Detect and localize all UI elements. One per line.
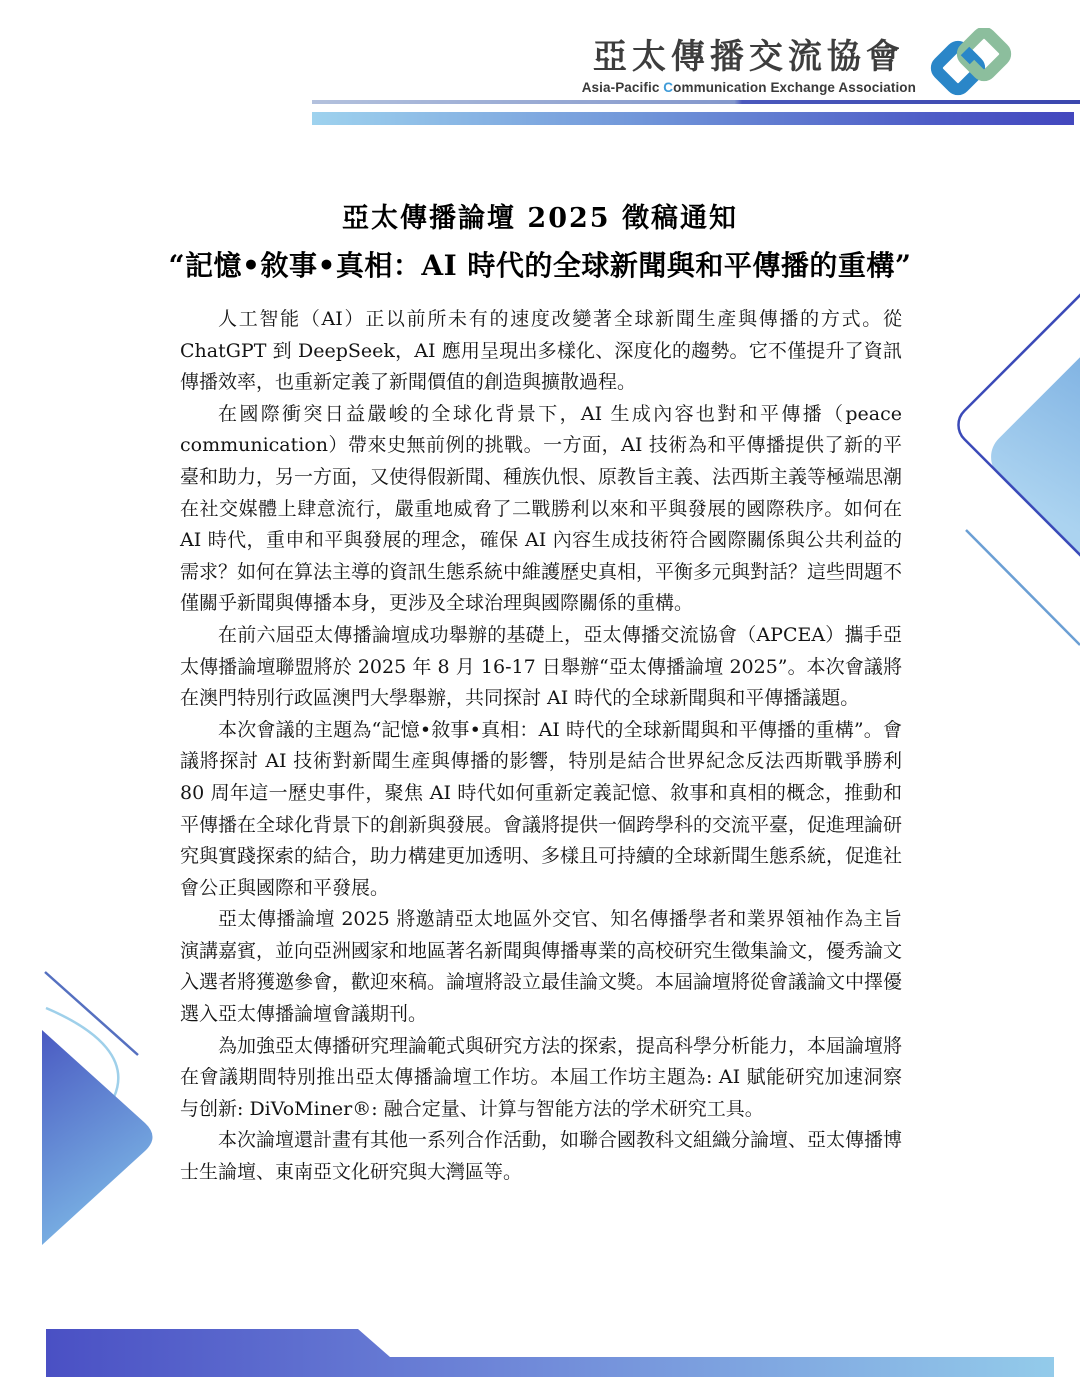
- title-line-1: 亞太傳播論壇 2025 徵稿通知: [342, 203, 738, 234]
- interlocking-links-logo-icon: [924, 28, 1016, 96]
- right-diamond-decoration: [920, 260, 1080, 680]
- top-rule-thin: [312, 100, 1080, 104]
- paragraph-call-for-papers: 亞太傳播論壇 2025 將邀請亞太地區外交官、知名傳播學者和業界領袖作為主旨演講嘉賓，並向亞洲國家和地區著名新聞與傳播專業的高校研究生徵集論文，優秀論文入選者將獲邀參會，歡迎來稿。論壇將設立最佳論文獎。本屆論壇將從會議論文中擇優選入亞太傳播論壇會議期刊。: [180, 908, 903, 1026]
- document-body: [180, 304, 902, 1189]
- org-en-rest: ommunication Exchange Association: [673, 80, 916, 95]
- paragraph-workshop: 為加強亞太傳播研究理論範式與研究方法的探索，提高科學分析能力，本屆論壇將在會議期間特別推出亞太傳播論壇工作坊。本屆工作坊主題為: AI 賦能研究加速洞察与创新: DiVoMiner®: 融合定量、计算与智能方法的学术研究工具。: [180, 1034, 903, 1120]
- org-name-chinese: 亞太傳播交流協會: [592, 37, 905, 77]
- paragraph-forum-announce: 在前六屆亞太傳播論壇成功舉辦的基礎上，亞太傳播交流協會（APCEA）攜手亞太傳播論壇聯盟將於 2025 年 8 月 16-17 日舉辦“亞太傳播論壇 2025”。本次會議將在澳門特別行政區澳門大學舉辦，共同探討 AI 時代的全球新聞與和平傳播議題。: [180, 623, 902, 710]
- org-names: [582, 29, 916, 95]
- document-title: [90, 196, 990, 284]
- org-en-highlight-letter: C: [663, 80, 674, 95]
- paragraph-peace-challenge: 在國際衝突日益嚴峻的全球化背景下，AI 生成內容也對和平傳播（peace communication）帶來史無前例的挑戰。一方面，AI 技術為和平傳播提供了新的平臺和助力，另一方面，又使得假新聞、種族仇恨、原教旨主義、法西斯主義等極端思潮在社交媒體上肆意流行，嚴重地威脅了二戰勝利以來和平與發展的國際秩序。如何在 AI 時代，重申和平與發展的理念，確保 AI 內容生成技術符合國際關係與公共利益的需求？如何在算法主導的資訊生態系統中維護歷史真相，平衡多元與對話？這些問題不僅關乎新聞與傳播本身，更涉及全球治理與國際關係的重構。: [180, 402, 903, 615]
- org-name-english: [582, 80, 916, 95]
- paragraph-side-events: 本次論壇還計畫有其他一系列合作活動，如聯合國教科文組織分論壇、亞太傳播博士生論壇、東南亞文化研究與大灣區等。: [180, 1129, 903, 1184]
- left-triangle-decoration: [0, 955, 170, 1255]
- org-header: [582, 28, 1016, 96]
- paragraph-conference-theme: 本次會議的主題為“記憶•敘事•真相：AI 時代的全球新聞與和平傳播的重構”。會議將探討 AI 技術對新聞生產與傳播的影響，特別是結合世界紀念反法西斯戰爭勝利 80 周年這一歷史事件，聚焦 AI 時代如何重新定義記憶、敘事和真相的概念，推動和平傳播在全球化背景下的創新與發展。會議將提供一個跨學科的交流平臺，促進理論研究與實踐探索的結合，助力構建更加透明、多樣且可持續的全球新聞生態系統，促進社會公正與國際和平發展。: [180, 718, 903, 899]
- title-line-2: “記憶•敘事•真相：AI 時代的全球新聞與和平傳播的重構”: [168, 249, 912, 282]
- paragraph-intro-ai: 人工智能（AI）正以前所未有的速度改變著全球新聞生產與傳播的方式。從 ChatGPT 到 DeepSeek，AI 應用呈現出多樣化、深度化的趨勢。它不僅提升了資訊傳播效率，也重新定義了新聞價值的創造與擴散過程。: [180, 308, 902, 394]
- top-rule-thick: [312, 112, 1074, 125]
- bottom-band-decoration: [0, 1325, 1080, 1385]
- org-en-prefix: Asia-Pacific: [581, 80, 664, 95]
